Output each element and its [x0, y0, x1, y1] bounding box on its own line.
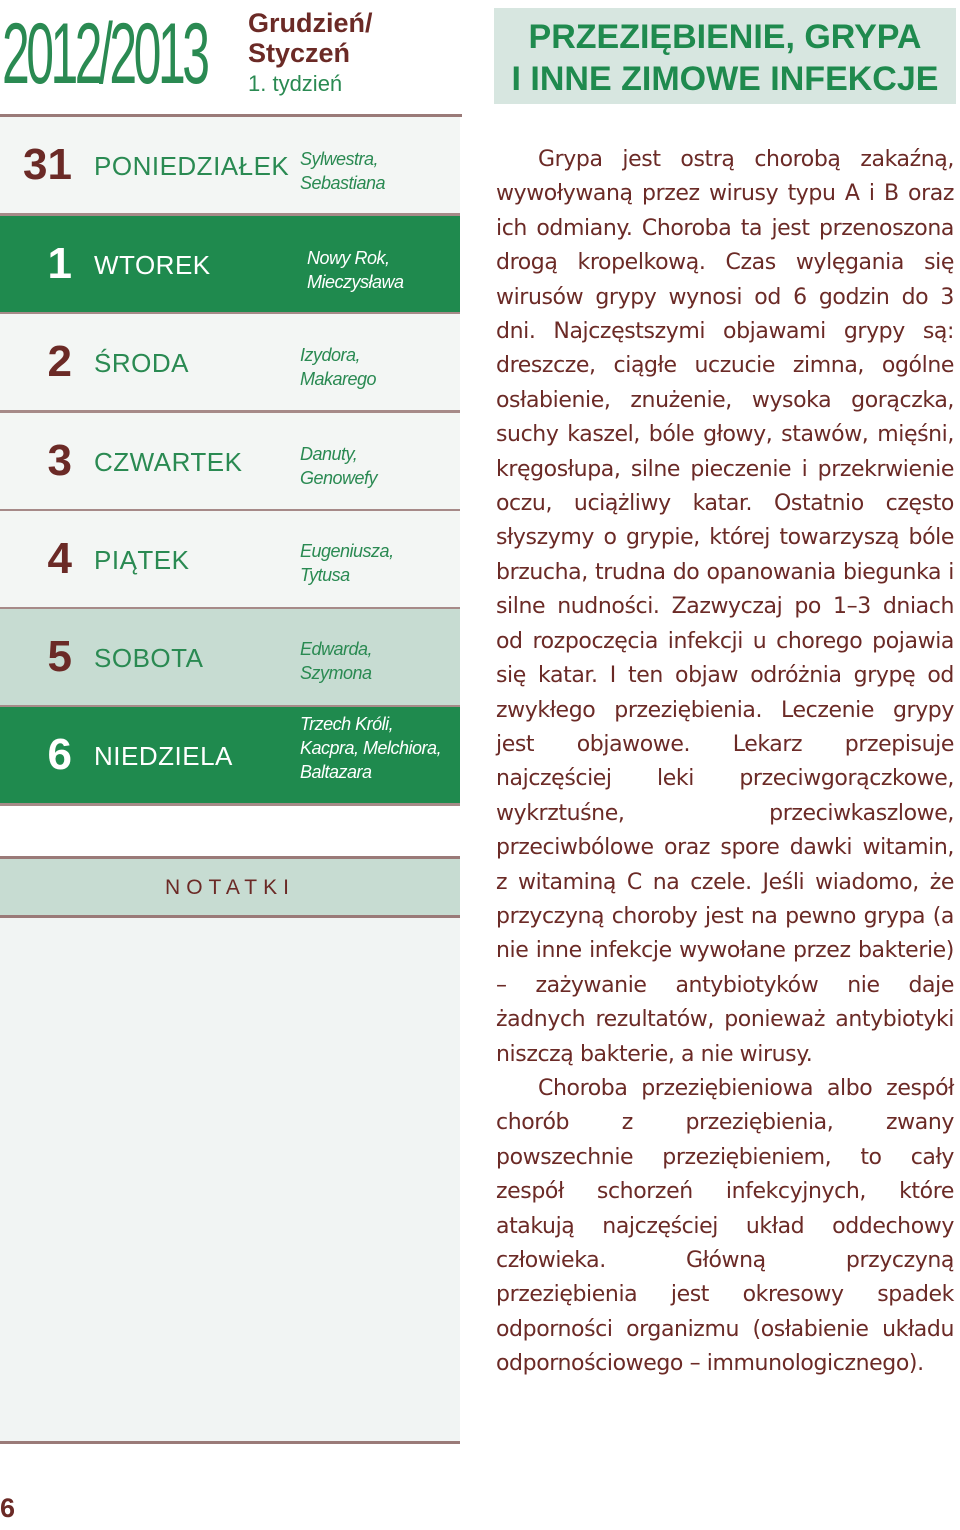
name-day-line: Kacpra, Melchiora,	[300, 738, 442, 758]
month-line-1: Grudzień/	[248, 8, 373, 38]
article-paragraph: Grypa jest ostrą chorobą zakaźną, wywoływaną przez wirusy typu A i B oraz ich odmiany. Choroba ta jest przenoszona drogą kropelkową. Czas wylęgania się wirusów grypy wynosi od 6 godzin do 3 dni. Najczęstszymi objawami grypy są: dreszcze, ciągłe uczucie zimna, ogólne osłabienie, znużenie, wysoka gorączka, suchy kaszel, bóle głowy, stawów, mięśni, kręgosłupa, silne pieczenie i przekrwienie oczu, uciążliwy katar. Ostatnio często słyszymy o grypie, której towarzyszą bóle brzucha, trudna do opanowania biegunka i silne nudności. Zazwyczaj po 1–3 dniach od rozpoczęcia infekcji u chorego pojawia się katar. I ten objaw odróżnia grypę od zwykłego przeziębienia. Leczenie grypy jest objawowe. Lekarz przepisuje najczęściej leki przeciwgorączkowe, wykrztuśne, przeciwkaszlowe, przeciwbólowe oraz spore dawki witamin, z witaminą C na czele. Jeśli wiadomo, że przyczyną choroby jest na pewno grypa (a nie inne infekcje wywołane przez bakterie) – zażywanie antybiotyków nie daje żadnych rezultatów, ponieważ antybiotyki niszczą bakterie, a nie wirusy.	[496, 147, 954, 1067]
day-name: ŚRODA	[94, 348, 189, 378]
article-title-line-2: I INNE ZIMOWE INFEKCJE	[511, 60, 939, 98]
article-title-line-1: PRZEZIĘBIENIE, GRYPA	[528, 18, 922, 56]
day-name: SOBOTA	[94, 643, 204, 673]
day-name: NIEDZIELA	[94, 741, 233, 771]
calendar-column	[0, 0, 462, 1530]
name-days	[307, 246, 467, 294]
article-title	[494, 8, 956, 104]
name-day-line: Sebastiana	[300, 173, 386, 193]
day-number: 31	[23, 140, 72, 189]
name-day-line: Makarego	[300, 369, 377, 389]
day-name: PONIEDZIAŁEK	[94, 151, 290, 181]
week-label: 1. tydzień	[248, 71, 343, 96]
name-day-line: Edwarda,	[300, 639, 373, 659]
day-name: CZWARTEK	[94, 447, 243, 477]
day-row-thursday	[0, 413, 460, 512]
name-day-line: Tytusa	[300, 565, 350, 585]
day-row-sunday	[0, 707, 460, 806]
month-line-2: Styczeń	[248, 38, 351, 68]
day-row-tuesday	[0, 216, 460, 315]
name-day-line: Baltazara	[300, 762, 372, 782]
name-day-line: Danuty,	[300, 444, 358, 464]
page-number: 6	[0, 1493, 16, 1523]
name-day-line: Mieczysława	[307, 272, 404, 292]
name-day-line: Szymona	[300, 663, 372, 683]
name-days	[300, 442, 460, 490]
notes-area	[0, 918, 460, 1444]
day-number: 4	[47, 534, 72, 583]
month-label	[248, 8, 458, 68]
name-day-line: Izydora,	[300, 345, 361, 365]
notes-header: NOTATKI	[0, 859, 460, 918]
day-number: 5	[47, 632, 72, 681]
day-row-wednesday	[0, 314, 460, 413]
day-number: 3	[47, 436, 72, 485]
article-paragraph: Choroba przeziębieniowa albo zespół chorób z przeziębienia, zwany powszechnie przeziębieniem, to cały zespół schorzeń infekcyjnych, które atakują najczęściej układ oddechowy człowieka. Główną przyczyną przeziębienia jest okresowy spadek odporności organizmu (osłabienie układu odpornościowego – immunologicznego).	[496, 1075, 954, 1377]
name-days	[300, 712, 460, 784]
day-row-saturday	[0, 609, 460, 708]
name-days	[300, 343, 460, 391]
name-days	[300, 147, 460, 195]
name-day-line: Nowy Rok,	[307, 248, 390, 268]
name-day-line: Trzech Króli,	[300, 714, 394, 734]
day-number: 1	[47, 239, 72, 288]
name-days	[300, 539, 460, 587]
day-number: 2	[47, 337, 72, 386]
day-name: PIĄTEK	[94, 545, 190, 575]
name-day-line: Sylwestra,	[300, 149, 379, 169]
name-day-line: Genowefy	[300, 468, 378, 488]
day-number: 6	[47, 730, 72, 779]
day-row-friday	[0, 511, 460, 610]
day-row-monday	[0, 117, 460, 216]
name-days	[300, 637, 460, 685]
name-day-line: Eugeniusza,	[300, 541, 394, 561]
article-body	[496, 143, 954, 1382]
day-name: WTOREK	[94, 250, 211, 280]
year-label: 2012/2013	[2, 6, 207, 102]
